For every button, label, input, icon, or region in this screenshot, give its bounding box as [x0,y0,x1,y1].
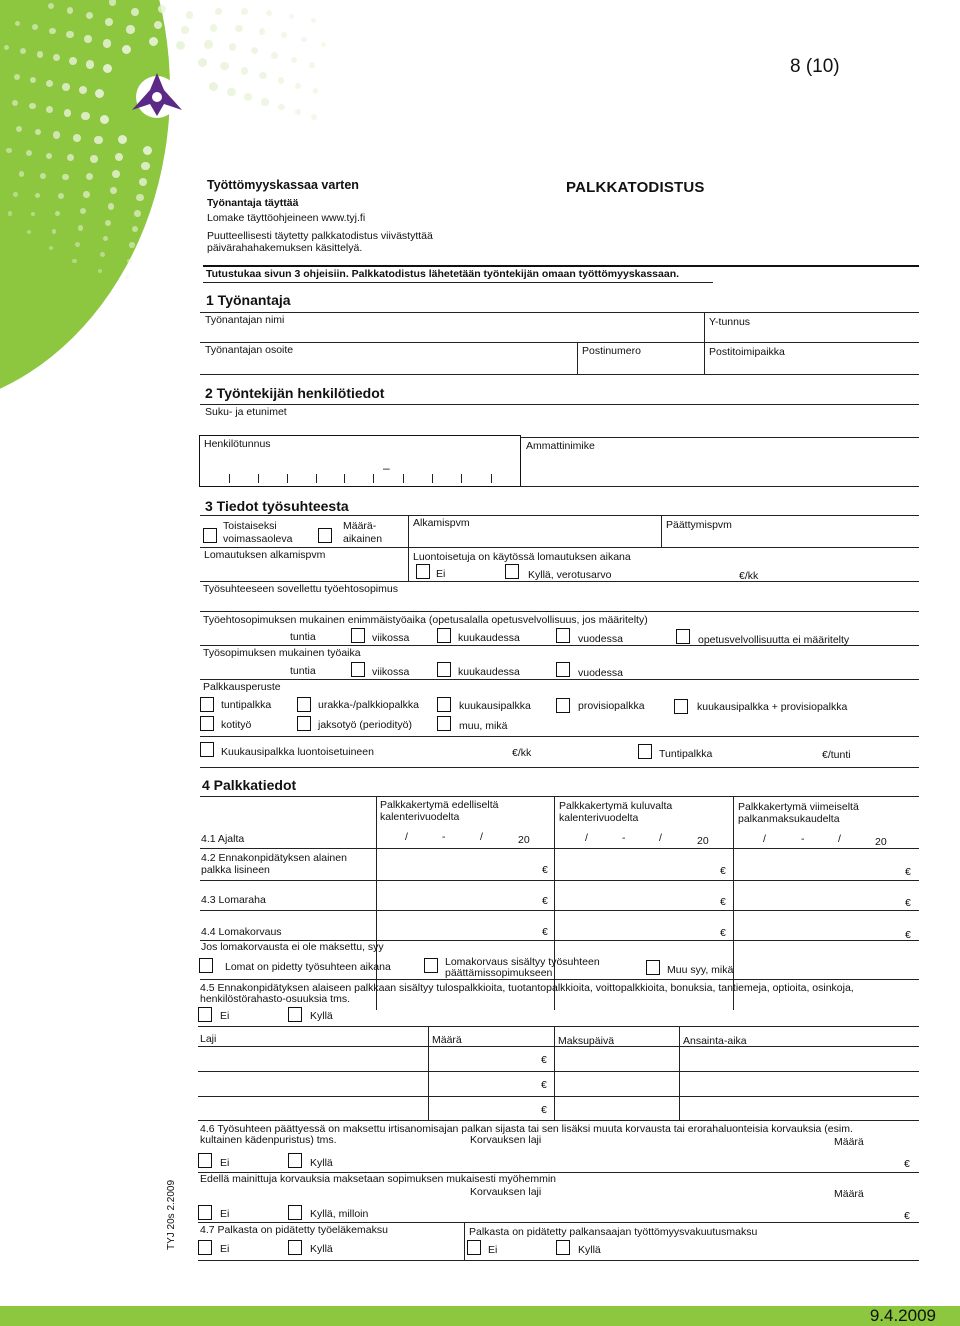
bonus-euro-1: € [541,1054,547,1066]
piece-rate-checkbox[interactable] [297,697,311,712]
bonus-euro-2: € [541,1079,547,1091]
comp-included-label-1: Lomakorvaus sisältyy työsuhteen [445,956,600,968]
pension-fee-label: 4.7 Palkasta on pidätetty työeläkemaksu [200,1224,388,1236]
hourly-pay-label: tuntipalkka [221,699,272,711]
decorative-dot [261,98,268,105]
employer-name-label: Työnantajan nimi [205,314,285,326]
gross-pay-current-field[interactable] [558,858,718,878]
decorative-dot [14,74,20,80]
commission-pay-checkbox[interactable] [556,698,570,713]
max-hours-unit: tuntia [290,631,316,643]
held-leave-label: Lomat on pidetty työsuhteen aikana [225,961,391,973]
holiday-comp-current-field[interactable] [558,918,718,938]
decorative-dot [66,31,73,38]
gross-pay-last-field[interactable] [737,858,903,878]
postal-code-label: Postinumero [582,345,641,357]
decorative-dot [62,174,69,181]
decorative-dot [19,171,24,176]
decorative-dot [281,32,287,38]
ssn-digit-divider [229,474,230,483]
decorative-dot [105,220,111,226]
ssn-digit-divider [461,474,462,483]
period-1-year-prefix: 20 [518,834,530,846]
home-work-checkbox[interactable] [200,716,214,731]
benefits-during-layoff-label: Luontoisetuja on käytössä lomautuksen aikana [413,551,631,563]
postal-code-field[interactable] [578,357,704,374]
benefits-yes-checkbox[interactable] [505,564,519,579]
decorative-dot [8,211,12,215]
unemp-fee-no-label: Ei [488,1244,498,1256]
decorative-dot [73,134,81,142]
section-4-heading: 4 Palkkatiedot [202,777,297,793]
bonus-amount-header: Määrä [432,1034,462,1046]
decorative-dot [215,8,222,15]
bonus-row-3[interactable] [199,1097,919,1120]
holiday-comp-previous-field[interactable] [380,918,540,938]
decorative-dot [49,28,56,35]
holiday-comp-label: 4.4 Lomakorvaus [201,926,282,938]
periodic-work-label: jaksotyö (periodityö) [318,719,412,731]
incomplete-warning-1: Puutteellisesti täytetty palkkatodistus viivästyttää [207,230,433,242]
decorative-dot [112,170,120,178]
holiday-pay-previous-field[interactable] [380,888,540,908]
decorative-dot [84,35,92,43]
decorative-dot [83,191,90,198]
previous-year-header-1: Palkkakertymä edelliseltä [380,799,499,811]
severance-no-label: Ei [220,1157,230,1169]
hourly-wage-checkbox[interactable] [638,744,652,759]
comp-included-checkbox[interactable] [424,958,438,973]
decorative-dot [278,104,285,111]
max-monthly-label: kuukaudessa [458,632,520,644]
pension-yes-label: Kyllä [310,1243,333,1255]
collective-agreement-label: Työsuhteeseen sovellettu työehtosopimus [203,583,398,595]
holiday-pay-last-field[interactable] [737,888,903,908]
max-weekly-label: viikossa [372,632,410,644]
max-yearly-checkbox[interactable] [556,628,570,643]
layoff-start-field[interactable] [200,561,408,581]
max-yearly-label: vuodessa [578,633,623,645]
incomplete-warning-2: päivärahahakemuksen käsittelyä. [207,242,363,254]
decorative-dot [235,25,242,32]
max-hours-field[interactable] [203,628,288,643]
tyj-logo-icon [128,70,186,120]
piece-rate-label: urakka-/palkkiopalkka [318,699,419,711]
decorative-dot [86,60,94,68]
decorative-dot [58,193,64,199]
decorative-dot [309,62,314,67]
severance-amount-label: Määrä [834,1136,864,1148]
decorative-dot [271,52,278,59]
filled-by-label: Työnantaja täyttää [207,197,299,209]
period-3-slash-b: / [838,833,841,845]
periodic-work-checkbox[interactable] [297,716,311,731]
decorative-dot [266,10,272,16]
start-date-label: Alkamispvm [413,517,470,529]
max-weekly-checkbox[interactable] [351,628,365,643]
taxable-value-field[interactable] [618,568,736,582]
period-1-slash-b: / [480,831,483,843]
decorative-dot [321,42,326,47]
permanent-label-1: Toistaiseksi [223,520,277,532]
contract-weekly-label: viikossa [372,666,410,678]
benefits-no-checkbox[interactable] [416,564,430,579]
previous-year-header-2: kalenterivuodelta [380,811,460,823]
max-working-hours-label: Työehtosopimuksen mukainen enimmäistyöaika (opetusalalla opetusvelvollisuus, jos määritelty) [203,614,648,626]
per-month-unit-2: €/kk [512,747,532,759]
severance-yes-label: Kyllä [310,1157,333,1169]
occupation-field[interactable] [521,452,919,485]
document-title: PALKKATODISTUS [566,179,705,196]
decorative-dot [295,83,301,89]
decorative-dot [181,26,189,34]
per-month-unit: €/kk [739,570,759,582]
later-no-label: Ei [220,1208,230,1220]
form-code: TYJ 20s 2.2009 [166,1179,177,1250]
other-pay-field[interactable] [515,718,919,734]
section-3-heading: 3 Tiedot työsuhteesta [205,498,349,514]
period-3-dash: - [801,833,805,845]
page-number: 8 (10) [790,56,840,77]
post-office-field[interactable] [705,358,919,374]
later-yes-when-label: Kyllä, milloin [310,1208,369,1220]
no-comp-reason-label: Jos lomakorvausta ei ole maksettu, syy [201,941,384,953]
period-last-period-field[interactable] [737,830,919,846]
ssn-dash: – [383,461,390,475]
last-period-header-2: palkanmaksukaudelta [738,813,840,825]
gross-pay-euro-1: € [542,864,548,876]
decorative-dot [72,259,76,263]
decorative-dot [110,187,117,194]
ssn-digit-divider [344,474,345,483]
bonus-question-line-1: 4.5 Ennakonpidätyksen alaiseen palkkaan sisältyy tulospalkkioita, tuotantopalkkioita, voittopalkkioita, bonuksia, tantiemeja, optioita, osinkoja, [200,982,854,994]
period-2-dash: - [622,832,626,844]
decorative-dot [227,88,235,96]
current-year-header-1: Palkkakertymä kuluvalta [559,800,673,812]
start-date-field[interactable] [409,530,661,547]
bonus-earning-period-header: Ansainta-aika [683,1035,747,1047]
severance-yes-checkbox[interactable] [288,1153,302,1168]
decorative-dot [90,155,98,163]
decorative-dot [40,173,46,179]
decorative-dot [141,162,149,170]
decorative-dot [241,8,248,15]
pension-no-label: Ei [220,1243,230,1255]
decorative-dot [259,28,266,35]
severance-type-label: Korvauksen laji [470,1134,542,1146]
later-euro: € [904,1210,910,1222]
pay-basis-label: Palkkausperuste [203,681,281,693]
severance-euro: € [904,1158,910,1170]
decorative-dot [52,229,57,234]
later-type-label: Korvauksen laji [470,1186,542,1198]
monthly-pay-checkbox[interactable] [437,697,451,712]
names-label: Suku- ja etunimet [205,406,287,418]
end-date-label: Päättymispvm [666,519,732,531]
holiday-pay-euro-1: € [542,895,548,907]
post-office-label: Postitoimipaikka [709,346,785,358]
employer-address-label: Työnantajan osoite [205,344,294,356]
holiday-pay-euro-3: € [905,897,911,909]
decorative-dot [244,93,252,101]
gross-pay-euro-3: € [905,866,911,878]
decorative-dot [62,83,70,91]
later-when-field[interactable] [375,1204,465,1221]
decorative-dot [291,57,297,63]
comp-included-label-2: päättämissopimukseen [445,967,553,979]
later-type-field[interactable] [470,1202,830,1221]
decorative-dot [311,114,316,119]
section-1-heading: 1 Työnantaja [206,292,291,308]
max-monthly-checkbox[interactable] [437,628,451,643]
section-2-heading: 2 Työntekijän henkilötiedot [205,385,385,401]
other-pay-label: muu, mikä [459,720,508,732]
contract-hours-field[interactable] [203,661,288,676]
decorative-dot [131,8,139,16]
decorative-dot [94,136,102,144]
decorative-dot [125,275,129,279]
decorative-dot [139,178,147,186]
commission-pay-label: provisiopalkka [578,700,645,712]
severance-no-checkbox[interactable] [198,1153,212,1168]
decorative-dot [295,109,301,115]
period-current-year-field[interactable] [558,830,730,846]
severance-type-field[interactable] [470,1150,830,1170]
decorative-dot [129,242,134,247]
decorative-dot [278,77,285,84]
later-payments-label: Edellä mainittuja korvauksia maksetaan sopimuksen mukaisesti myöhemmin [200,1173,556,1185]
notice-text: Tutustukaa sivun 3 ohjeisiin. Palkkatodistus lähetetään työntekijän omaan työttömyyskassaan. [206,268,680,280]
permanent-label-2: voimassaoleva [223,533,293,545]
period-2-slash-a: / [585,832,588,844]
ssn-digit-divider [373,474,374,483]
monthly-pay-label: kuukausipalkka [459,700,531,712]
holiday-pay-euro-2: € [720,896,726,908]
bonus-row-1[interactable] [199,1047,919,1071]
decorative-dot [311,18,316,23]
decorative-dot [64,109,72,117]
decorative-dot [79,86,87,94]
decorative-dot [103,39,111,47]
unemp-fee-no-checkbox[interactable] [467,1240,481,1255]
contract-weekly-checkbox[interactable] [351,662,365,677]
decorative-dot [220,62,228,70]
decorative-dot [289,14,294,19]
severance-question-line-2: kultainen kädenpuristus) tms. [200,1134,337,1146]
holiday-comp-last-field[interactable] [737,918,903,938]
gross-pay-label-1: 4.2 Ennakonpidätyksen alainen [201,852,347,864]
brand-green-arc [0,0,170,410]
employer-name-field[interactable] [200,313,704,342]
occupation-label: Ammattinimike [526,440,595,452]
severance-question-line-1: 4.6 Työsuhteen päättyessä on maksettu irtisanomisajan palkan sijasta tai sen lisäksi muuta korvausta tai erorahaluonteisia korvauksia (esim. [200,1123,853,1135]
decorative-dot [241,67,249,75]
benefits-yes-label: Kyllä, verotusarvo [528,569,612,581]
bonus-pay-date-header: Maksupäivä [558,1035,615,1047]
decorative-dot [126,25,134,33]
monthly-with-benefits-checkbox[interactable] [200,742,214,757]
form-instructions-link[interactable]: Lomake täyttöohjeineen www.tyj.fi [207,212,366,224]
ssn-digit-divider [491,474,492,483]
ssn-digit-divider [403,474,404,483]
ssn-label: Henkilötunnus [204,438,271,450]
per-hour-unit: €/tunti [822,749,851,761]
gross-pay-label-2: palkka lisineen [201,864,270,876]
decorative-dot [158,5,166,13]
monthly-commission-checkbox[interactable] [674,699,688,714]
last-period-header-1: Palkkakertymä viimeiseltä [738,801,859,813]
bonus-yes-label: Kyllä [310,1010,333,1022]
header-left-title: Työttömyyskassaa varten [207,178,359,192]
decorative-dot [259,72,266,79]
bonus-no-label: Ei [220,1010,230,1022]
other-reason-label: Muu syy, mikä [667,964,734,976]
contract-monthly-label: kuukaudessa [458,666,520,678]
bonus-type-header: Laji [200,1033,217,1045]
monthly-with-benefits-label: Kuukausipalkka luontoisetuineen [221,746,374,758]
contract-hours-label: Työsopimuksen mukainen työaika [203,647,361,659]
period-2-year-prefix: 20 [697,835,709,847]
contract-hours-unit: tuntia [290,665,316,677]
fixed-term-label-1: Määrä- [343,520,377,532]
footer-green-bar [0,1306,960,1326]
layoff-start-label: Lomautuksen alkamispvm [204,549,326,561]
decorative-dot [204,40,212,48]
holiday-comp-euro-2: € [720,927,726,939]
period-previous-year-field[interactable] [380,830,550,846]
hourly-wage-label: Tuntipalkka [659,748,713,760]
business-id-label: Y-tunnus [709,316,751,328]
decorative-dot [134,210,141,217]
decorative-dot [229,43,237,51]
hourly-pay-checkbox[interactable] [200,697,214,712]
ssn-digit-divider [258,474,259,483]
period-1-slash-a: / [405,831,408,843]
teaching-undefined-checkbox[interactable] [676,629,690,644]
decorative-dot [136,194,143,201]
ssn-digit-divider [287,474,288,483]
decorative-dot [198,58,207,67]
pension-no-checkbox[interactable] [198,1240,212,1255]
period-1-dash: - [442,831,446,843]
contract-yearly-checkbox[interactable] [556,662,570,677]
bonus-row-2[interactable] [199,1072,919,1096]
decorative-dot [108,203,115,210]
ssn-digit-divider [432,474,433,483]
held-leave-checkbox[interactable] [199,958,213,973]
monthly-commission-label: kuukausipalkka + provisiopalkka [697,701,848,713]
teaching-undefined-label: opetusvelvollisuutta ei määritelty [698,634,850,646]
bonus-question-line-2: henkilöstörahasto-osuuksia tms. [200,993,350,1005]
decorative-dot [210,24,218,32]
gross-pay-previous-field[interactable] [380,858,540,878]
decorative-dot [209,82,218,91]
holiday-pay-label: 4.3 Lomaraha [201,894,266,906]
unemployment-fee-label: Palkasta on pidätetty palkansaajan työttömyysvakuutusmaksu [469,1226,758,1238]
later-no-checkbox[interactable] [198,1205,212,1220]
bonus-no-checkbox[interactable] [198,1007,212,1022]
other-reason-field[interactable] [742,962,919,978]
business-id-field[interactable] [705,326,919,342]
decorative-dot [95,89,104,98]
bonus-yes-checkbox[interactable] [288,1007,302,1022]
decorative-dot [301,37,306,42]
period-2-slash-b: / [659,832,662,844]
period-label: 4.1 Ajalta [201,833,245,845]
decorative-dot [149,37,158,46]
period-3-year-prefix: 20 [875,836,887,848]
decorative-dot [127,259,132,264]
holiday-comp-euro-1: € [542,926,548,938]
gross-pay-euro-2: € [720,865,726,877]
current-year-header-2: kalenterivuodelta [559,812,639,824]
unemp-fee-yes-checkbox[interactable] [556,1240,570,1255]
decorative-dot [37,51,44,58]
decorative-dot [251,47,258,54]
employer-address-field[interactable] [200,356,577,374]
collective-agreement-field[interactable] [200,595,919,611]
footer-date: 9.4.2009 [869,1306,936,1325]
decorative-dot [78,225,83,230]
names-field[interactable] [200,418,919,436]
decorative-dot [122,45,131,54]
period-3-slash-a: / [763,833,766,845]
end-date-field[interactable] [662,531,919,547]
holiday-pay-current-field[interactable] [558,888,718,908]
later-amount-label: Määrä [834,1188,864,1200]
other-reason-checkbox[interactable] [646,960,660,975]
home-work-label: kotityö [221,719,252,731]
hourly-wage-field[interactable] [720,746,820,762]
decorative-dot [313,88,318,93]
other-pay-checkbox[interactable] [437,716,451,731]
permanent-checkbox[interactable] [203,528,217,543]
decorative-dot [176,41,185,50]
decorative-dot [75,242,80,247]
decorative-dot [103,64,112,73]
holiday-comp-euro-3: € [905,929,911,941]
monthly-with-benefits-field[interactable] [385,744,510,760]
fixed-term-label-2: aikainen [343,533,383,545]
unemp-fee-yes-label: Kyllä [578,1244,601,1256]
contract-yearly-label: vuodessa [578,667,623,679]
benefits-no-label: Ei [436,568,446,580]
decorative-dot [67,7,74,14]
contract-monthly-checkbox[interactable] [437,662,451,677]
ssn-digit-divider [316,474,317,483]
decorative-dot [105,18,113,26]
fixed-term-checkbox[interactable] [318,528,332,543]
pension-yes-checkbox[interactable] [288,1240,302,1255]
decorative-dot [186,11,194,19]
bonus-euro-3: € [541,1104,547,1116]
decorative-dot [13,192,18,197]
later-yes-checkbox[interactable] [288,1205,302,1220]
